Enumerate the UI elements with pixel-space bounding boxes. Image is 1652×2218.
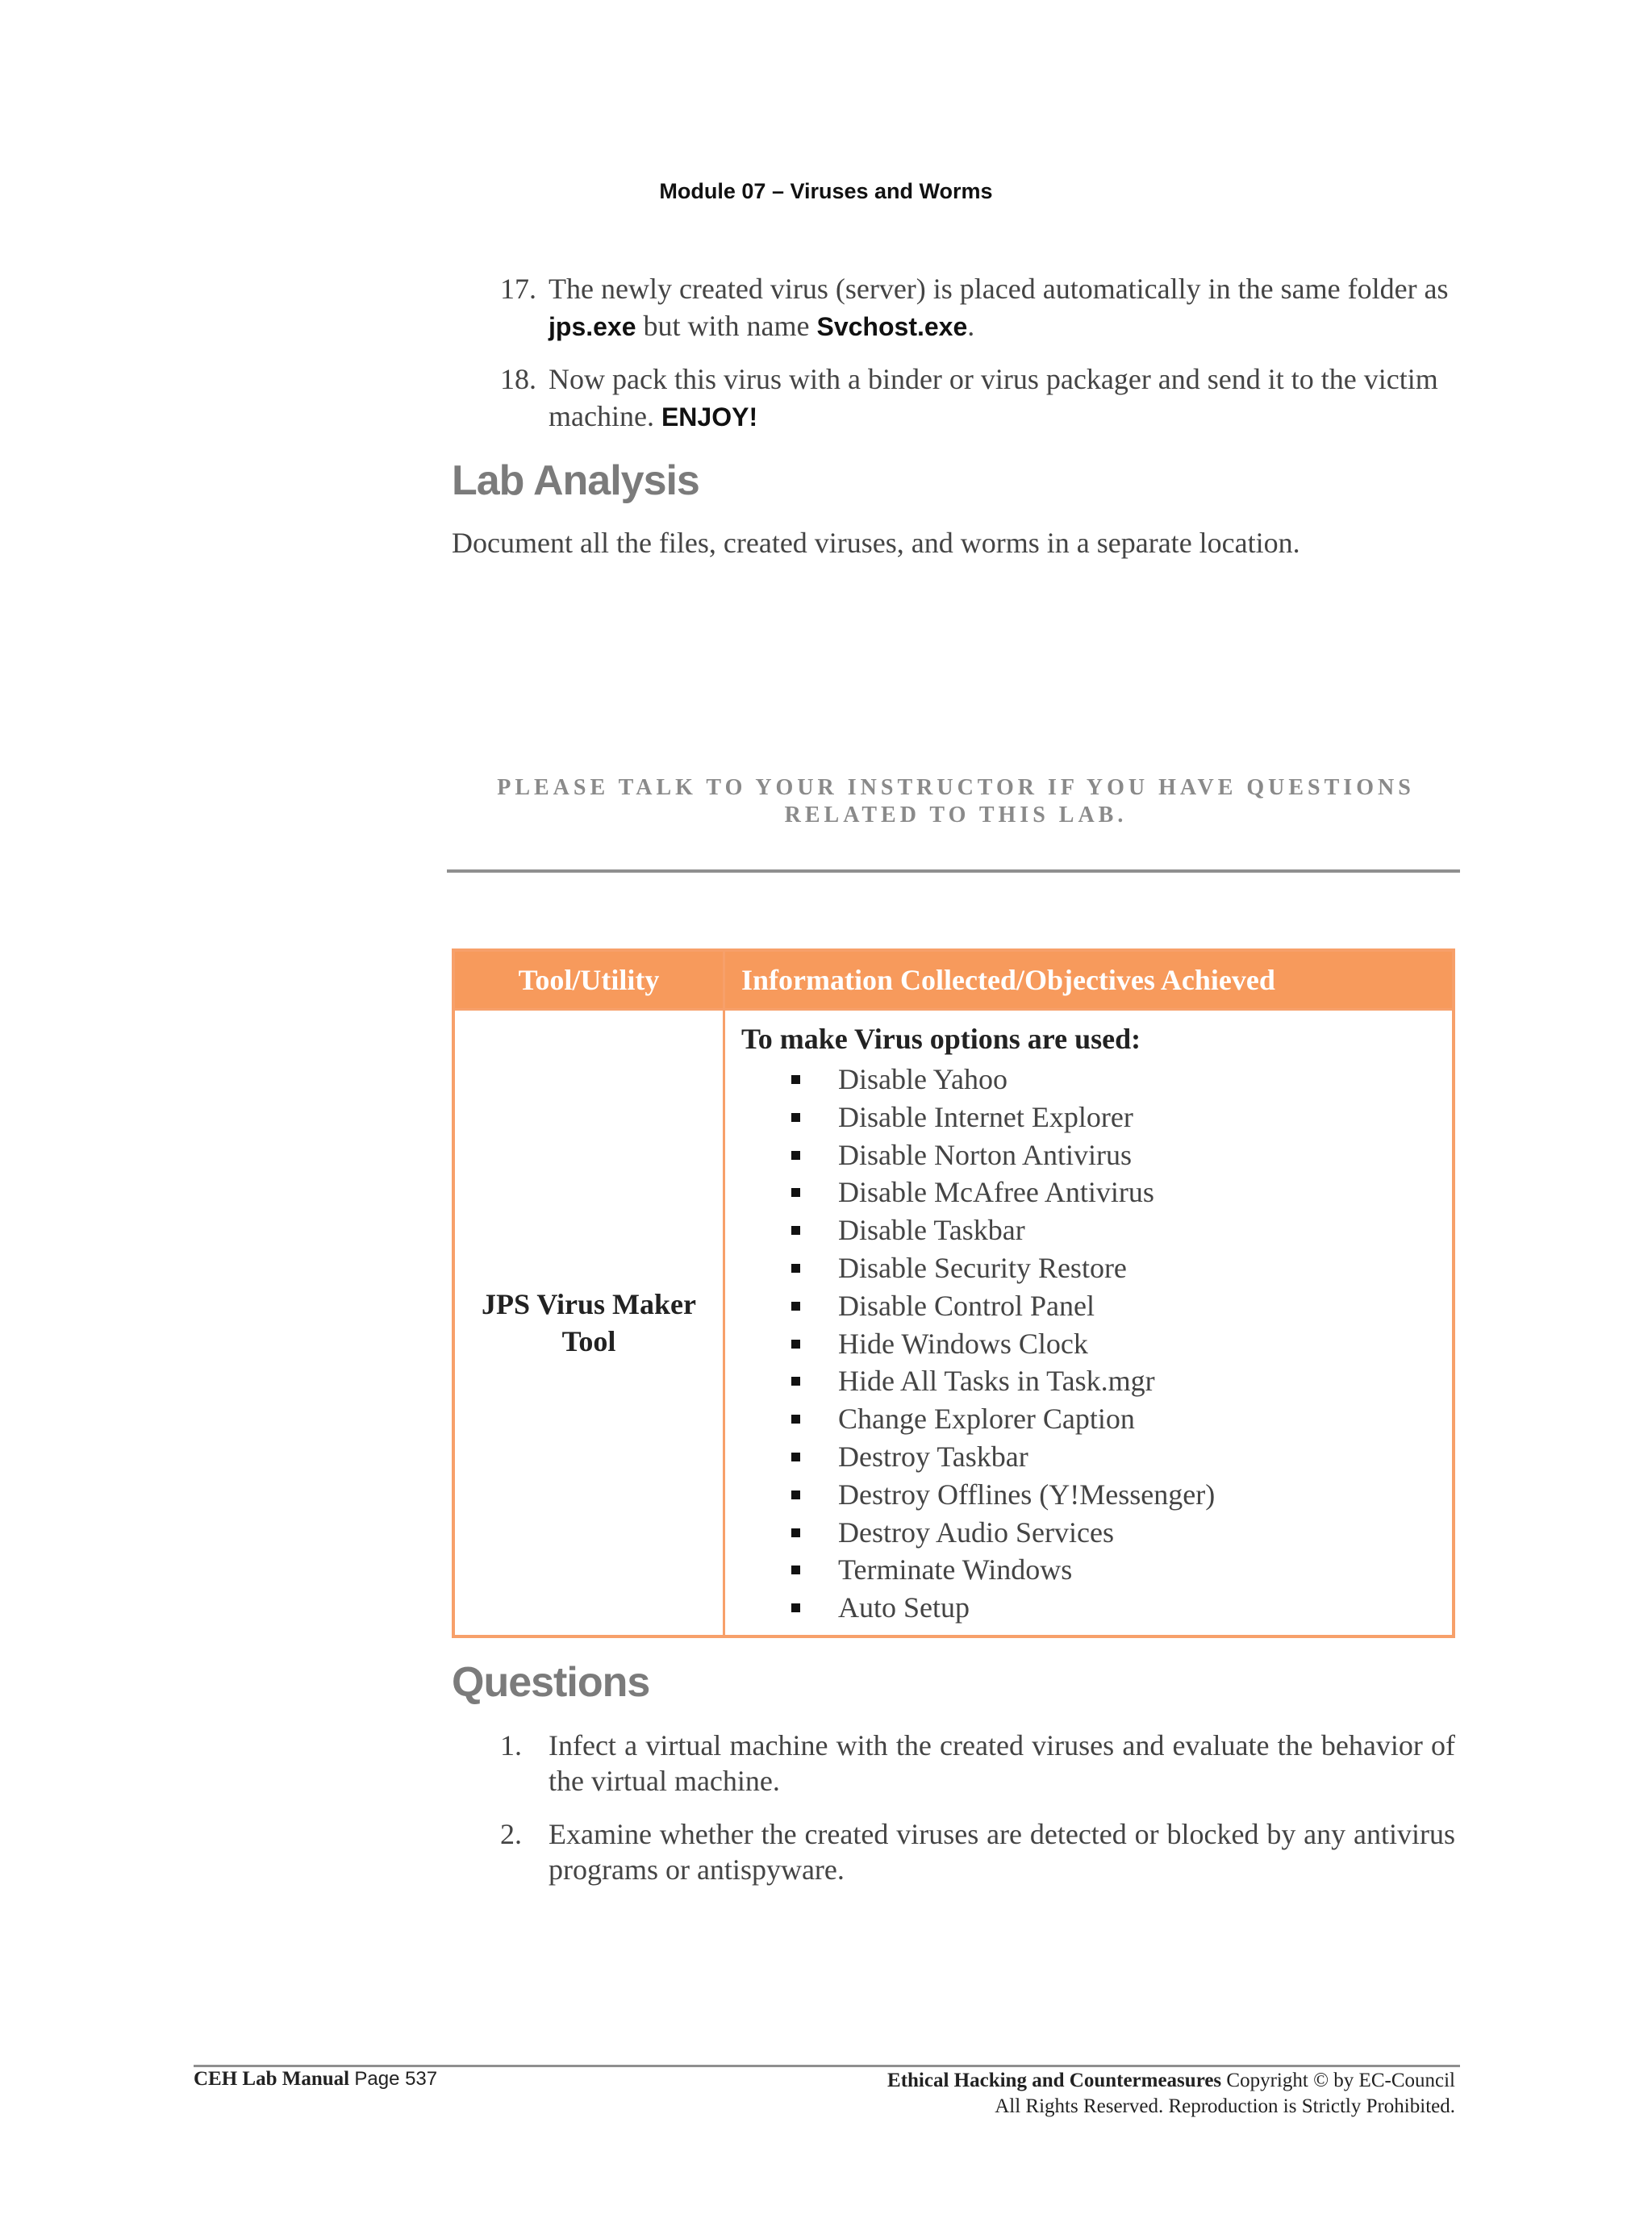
questions-list <box>500 1728 1455 1905</box>
procedure-steps <box>500 270 1452 451</box>
list-item: Disable Taskbar <box>741 1211 1436 1249</box>
footer-page-number: Page 537 <box>354 2068 438 2090</box>
footer-rights: All Rights Reserved. Reproduction is Strictly Prohibited. <box>995 2095 1455 2117</box>
footer-copyright-text: Copyright © by EC-Council <box>1221 2070 1455 2091</box>
question-text: Examine whether the created viruses are detected or blocked by any antivirus programs or antispyware. <box>549 1818 1455 1886</box>
footer-divider <box>194 2065 1460 2067</box>
tool-name-cell <box>453 1010 724 1636</box>
module-header: Module 07 – Viruses and Worms <box>659 179 993 203</box>
footer-manual <box>194 2068 437 2091</box>
keyword-svchost-exe: Svchost.exe <box>816 312 968 341</box>
tool-table <box>452 948 1455 1638</box>
step-text: Now pack this virus with a binder or virus packager and send it to the victim machine. <box>549 363 1438 432</box>
list-item: Disable Control Panel <box>741 1287 1436 1325</box>
list-item: Disable Yahoo <box>741 1061 1436 1099</box>
list-item: Hide All Tasks in Task.mgr <box>741 1362 1436 1400</box>
keyword-enjoy: ENJOY! <box>661 402 758 432</box>
options-list <box>741 1061 1436 1627</box>
footer-copyright <box>887 2068 1455 2120</box>
list-item: Destroy Taskbar <box>741 1438 1436 1476</box>
footer-copyright-line <box>887 2068 1455 2094</box>
notice-line-2: RELATED TO THIS LAB. <box>784 803 1128 828</box>
column-header-info: Information Collected/Objectives Achieved <box>724 950 1454 1010</box>
questions-title: Questions <box>452 1659 650 1706</box>
question-text: Infect a virtual machine with the created viruses and evaluate the behavior of the virtual machine. <box>549 1729 1455 1797</box>
column-header-tool: Tool/Utility <box>453 950 724 1010</box>
list-item: Destroy Audio Services <box>741 1514 1436 1552</box>
list-item: Disable McAfree Antivirus <box>741 1174 1436 1211</box>
footer-manual-name: CEH Lab Manual <box>194 2068 350 2090</box>
list-item: Disable Security Restore <box>741 1249 1436 1287</box>
keyword-jps-exe: jps.exe <box>549 312 636 341</box>
tool-name-line-2: Tool <box>561 1324 616 1357</box>
question-item <box>500 1728 1455 1799</box>
step-number: 17. <box>500 273 536 305</box>
list-item: Disable Norton Antivirus <box>741 1136 1436 1174</box>
tool-name-line-1: JPS Virus Maker <box>482 1287 696 1320</box>
list-item: Auto Setup <box>741 1589 1436 1627</box>
list-item: Hide Windows Clock <box>741 1325 1436 1363</box>
step-text: The newly created virus (server) is placed automatically in the same folder as <box>549 273 1449 305</box>
list-item: Terminate Windows <box>741 1551 1436 1589</box>
lab-analysis-text: Document all the files, created viruses, and worms in a separate location. <box>452 527 1300 559</box>
table-header-row <box>453 950 1454 1010</box>
step-text: but with name <box>636 310 817 342</box>
footer-course-name: Ethical Hacking and Countermeasures <box>887 2070 1222 2091</box>
list-item: Destroy Offlines (Y!Messenger) <box>741 1476 1436 1514</box>
step-number: 18. <box>500 363 536 395</box>
step-17 <box>500 270 1452 345</box>
list-item: Change Explorer Caption <box>741 1400 1436 1438</box>
question-item <box>500 1816 1455 1887</box>
table-row <box>453 1010 1454 1636</box>
list-item: Disable Internet Explorer <box>741 1099 1436 1136</box>
lab-analysis-title: Lab Analysis <box>452 457 699 504</box>
info-heading: To make Virus options are used: <box>741 1023 1141 1055</box>
step-18 <box>500 361 1452 436</box>
instructor-notice <box>452 774 1460 829</box>
section-divider <box>447 869 1460 873</box>
info-cell <box>724 1010 1454 1636</box>
question-number: 2. <box>500 1818 522 1850</box>
notice-line-1: PLEASE TALK TO YOUR INSTRUCTOR IF YOU HAVE QUESTIONS <box>497 775 1415 800</box>
step-text: . <box>967 310 975 342</box>
question-number: 1. <box>500 1729 522 1761</box>
